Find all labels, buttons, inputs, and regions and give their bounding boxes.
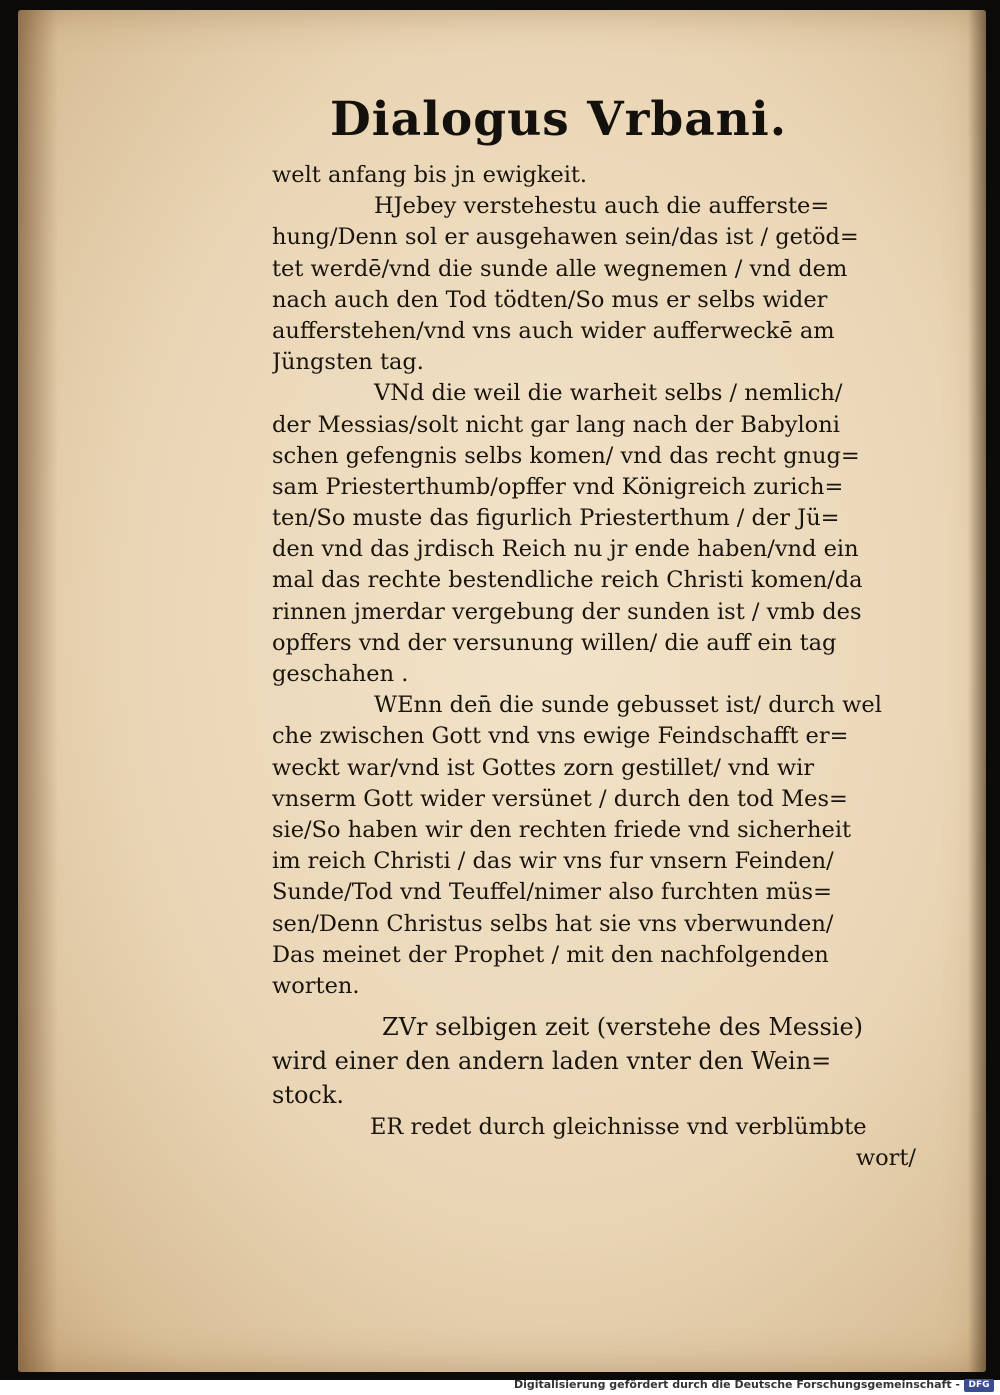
scripture-quote-line: wird einer den andern laden vnter den Wein= xyxy=(272,1047,832,1076)
text-line: aufferstehen/vnd vns auch wider aufferweckē am xyxy=(272,317,835,344)
text-line: VNd die weil die warheit selbs / nemlich/ xyxy=(374,380,843,407)
text-line: schen gefengnis selbs komen/ vnd das recht gnug= xyxy=(272,442,860,469)
text-line: den vnd das jrdisch Reich nu jr ende haben/vnd ein xyxy=(272,536,859,563)
text-line: worten. xyxy=(272,972,360,999)
text-line: sam Priesterthumb/opffer vnd Königreich zurich= xyxy=(272,473,844,500)
text-line: ER redet durch gleichnisse vnd verblümbte xyxy=(370,1114,867,1141)
text-line: sen/Denn Christus selbs hat sie vns vberwunden/ xyxy=(272,910,834,937)
text-line: che zwischen Gott vnd vns ewige Feindschafft er= xyxy=(272,723,849,750)
funding-credit: Digitalisierung gefördert durch die Deutsche Forschungsgemeinschaft - xyxy=(513,1378,960,1391)
text-line: mal das rechte bestendliche reich Christi komen/da xyxy=(272,567,863,594)
scripture-quote-line: stock. xyxy=(272,1081,345,1110)
text-line: vnserm Gott wider versünet / durch den tod Mes= xyxy=(272,785,848,812)
text-line: tet werdē/vnd die sunde alle wegnemen / vnd dem xyxy=(272,255,848,282)
text-line: weckt war/vnd ist Gottes zorn gestillet/ vnd wir xyxy=(272,754,815,781)
text-line: Sunde/Tod vnd Teuffel/nimer also furchten müs= xyxy=(272,879,832,906)
text-line: rinnen jmerdar vergebung der sunden ist / vmb des xyxy=(272,598,862,625)
text-line: geschahen . xyxy=(272,661,409,687)
text-line: sie/So haben wir den rechten friede vnd sicherheit xyxy=(272,816,852,843)
text-line: WEnn den̄ die sunde gebusset ist/ durch wel xyxy=(374,692,882,719)
text-line: HJebey verstehestu auch die aufferste= xyxy=(374,193,830,220)
text-line: welt anfang bis jn ewigkeit. xyxy=(272,162,588,188)
page-shadow-left xyxy=(18,10,58,1372)
dfg-logo: DFG xyxy=(964,1379,994,1392)
text-line: im reich Christi / das wir vns fur vnsern Feinden/ xyxy=(272,848,834,875)
text-line: hung/Denn sol er ausgehawen sein/das ist / getöd= xyxy=(272,224,859,251)
text-line: opffers vnd der versunung willen/ die auff ein tag xyxy=(272,629,837,656)
body-text xyxy=(272,160,922,1174)
scripture-quote-line: ZVr selbigen zeit (verstehe des Messie) xyxy=(382,1013,864,1042)
text-line: ten/So muste das figurlich Priesterthum / der Jü= xyxy=(272,505,840,532)
running-heading: Dialogus Vrbani. xyxy=(330,92,788,147)
page-shadow-right xyxy=(968,10,986,1372)
catchword: wort/ xyxy=(855,1145,916,1172)
text-line: nach auch den Tod tödten/So mus er selbs wider xyxy=(272,286,828,313)
text-line: der Messias/solt nicht gar lang nach der Babyloni xyxy=(272,411,840,438)
text-line: Das meinet der Prophet / mit den nachfolgenden xyxy=(272,941,829,968)
text-line: Jüngsten tag. xyxy=(272,349,424,376)
